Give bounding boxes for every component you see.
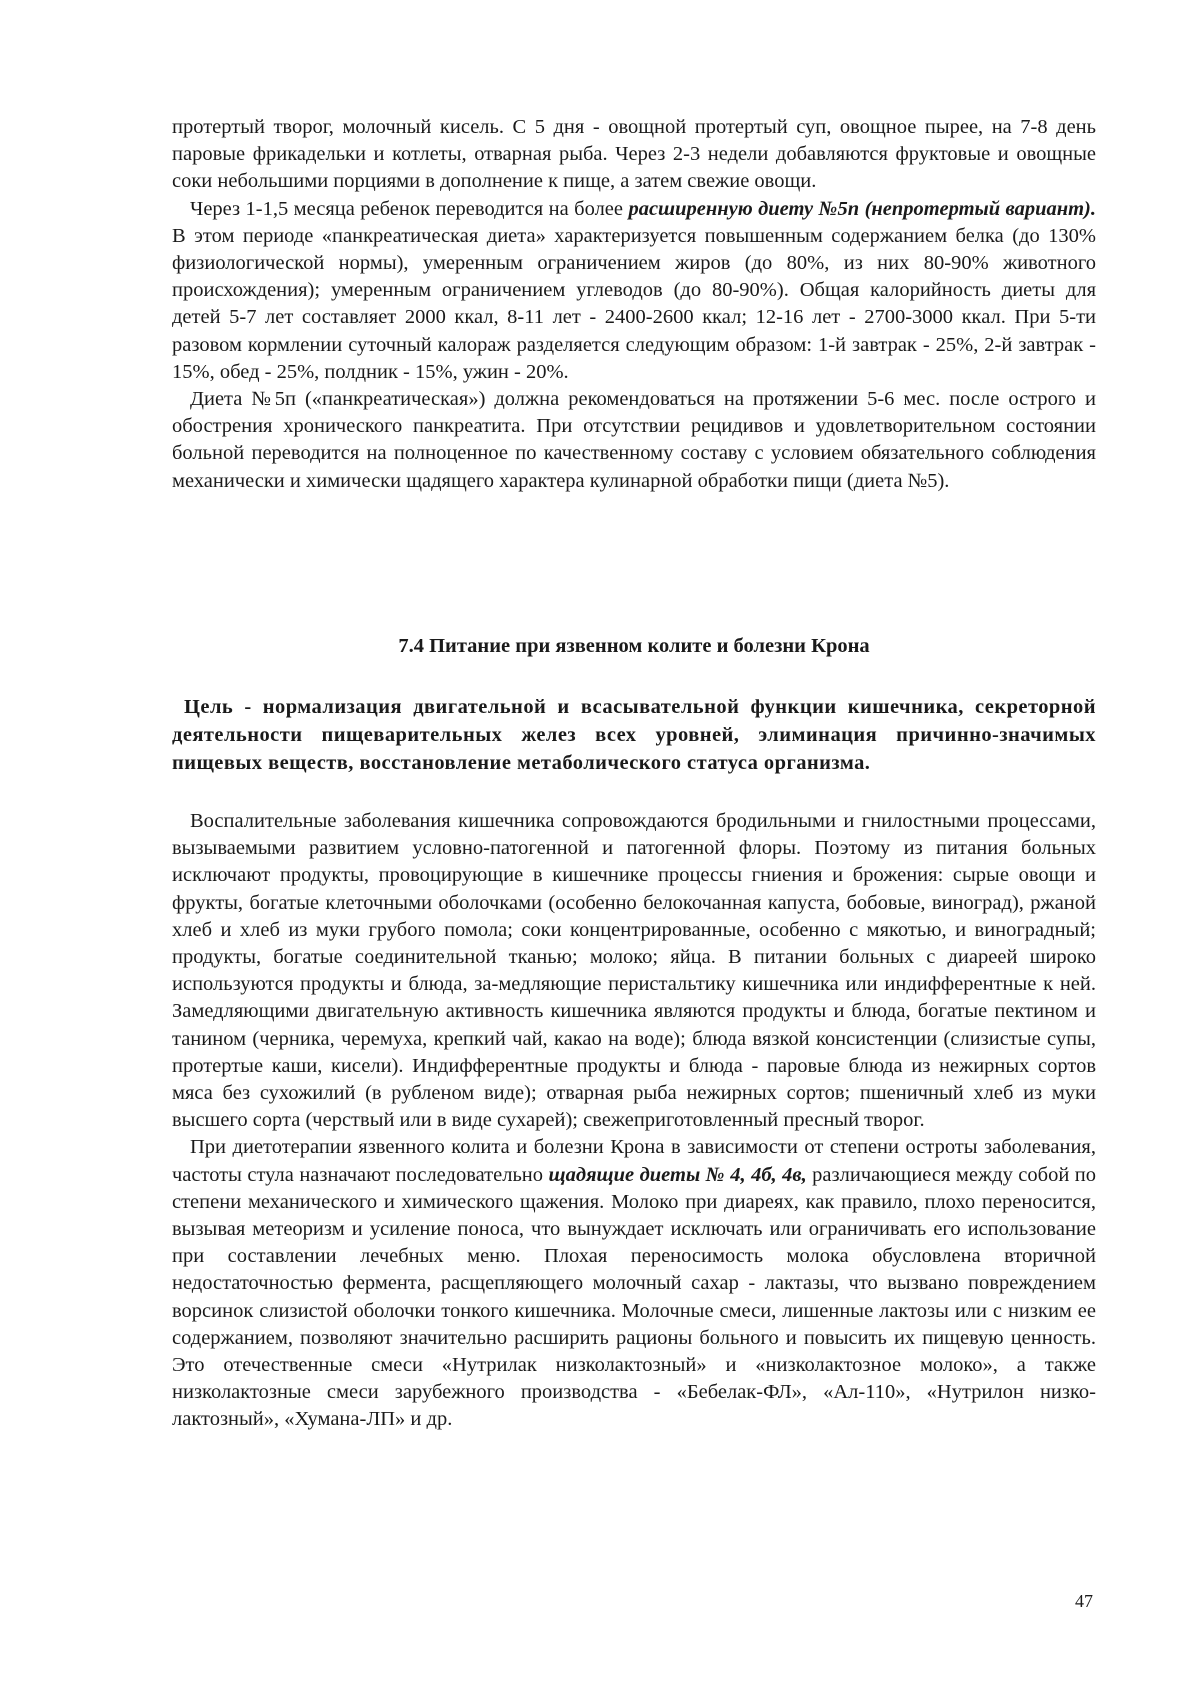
- section-goal: Цель - нормализация двигательной и всасывательной функции кишечника, секреторной деятельности пищеварительных желез всех уровней, элиминация причинно-значимых пищевых веществ, восстановление метаболического статуса организма.: [172, 696, 1096, 774]
- paragraph-text: Через 1-1,5 месяца ребенок переводится на более: [190, 197, 629, 220]
- emphasis-diets-4: щадящие диеты № 4, 4б, 4в,: [548, 1163, 807, 1186]
- paragraph-text: В этом периоде «панкреатическая диета» характеризуется повышенным содержанием белка (до 130% физиологической нормы), умеренным ограничением жиров (до 80%, из них 80-90% животного происхождения); умеренным ограничением углеводов (до 80-90%). Общая калорийность диеты для детей 5-7 лет составляет 2000 ккал, 8-11 лет - 2400-2600 ккал; 12-16 лет - 2700-3000 ккал. При 5-ти разовом кормлении суточный калораж разделяется следующим образом: 1-й завтрак - 25%, 2-й завтрак - 15%, обед - 25%, полдник - 15%, ужин - 20%.: [172, 224, 1096, 383]
- text-block-top: [172, 114, 1096, 495]
- paragraph-text: различающиеся между собой по степени механического и химического щажения. Молоко при диареях, как правило, плохо переносится, вызывая метеоризм и усиление поноса, что вынуждает исключать или ограничивать его использование при составлении лечебных меню. Плохая переносимость молока обусловлена вторичной недостаточностью фермента, расщепляющего молочный сахар - лактазы, что вызвано повреждением ворсинок слизистой оболочки тонкого кишечника. Молочные смеси, лишенные лактозы или с низким ее содержанием, позволяют значительно расширить рационы больного и повысить их пищевую ценность. Это отечественные смеси «Нутрилак низколактозный» и «низколактозное молоко», а также низколактозные смеси зарубежного производства - «Бебелак-ФЛ», «Ал-110», «Нутрилон низко-лактозный», «Хумана-ЛП» и др.: [172, 1163, 1096, 1431]
- paragraph-diet-therapy: [172, 1134, 1096, 1433]
- page-number: 47: [1075, 1591, 1093, 1611]
- text-block-bottom: [172, 808, 1096, 1434]
- paragraph-continuation: протертый творог, молочный кисель. С 5 дня - овощной протертый суп, овощное пырее, на 7-8 день паровые фрикадельки и котлеты, отварная рыба. Через 2-3 недели добавляются фруктовые и овощные соки небольшими порциями в дополнение к пище, а затем свежие овощи.: [172, 116, 1096, 193]
- paragraph-diet-5p-duration: Диета №5п («панкреатическая») должна рекомендоваться на протяжении 5-6 мес. после острого и обострения хронического панкреатита. При отсутствии рецидивов и удовлетворительном состоянии больной переводится на полноценное по качественному составу с условием обязательного соблюдения механически и химически щадящего характера кулинарной обработки пищи (диета №5).: [172, 388, 1096, 492]
- paragraph-inflammatory-diseases: Воспалительные заболевания кишечника сопровождаются бродильными и гнилостными процессами, вызываемыми развитием условно-патогенной и патогенной флоры. Поэтому из питания больных исключают продукты, провоцирующие в кишечнике процессы гниения и брожения: сырые овощи и фрукты, богатые клеточными оболочками (особенно белокочанная капуста, бобовые, виноград), ржаной хлеб и хлеб из муки грубого помола; соки концентрированные, особенно с мякотью, и виноградный; продукты, богатые соединительной тканью; молоко; яйца. В питании больных с диареей широко используются продукты и блюда, за-медляющие перистальтику кишечника или индифферентные к ней. Замедляющими двигательную активность кишечника являются продукты и блюда, богатые пектином и танином (черника, черемуха, крепкий чай, какао на воде); блюда вязкой консистенции (слизистые супы, протертые каши, кисели). Индифферентные продукты и блюда - паровые блюда из нежирных сортов мяса без сухожилий (в рубленом виде); отварная рыба нежирных сортов; пшеничный хлеб из муки высшего сорта (черствый или в виде сухарей); свежеприготовленный пресный творог.: [172, 810, 1096, 1132]
- paragraph-text: При диетотерапии язвенного колита и болезни Крона в зависимости от степени остроты заболевания, частоты стула назначают последовательно: [172, 1136, 1096, 1186]
- paragraph-diet-5p: [172, 196, 1096, 386]
- emphasis-diet-5p: расширенную диету №5п (непротертый вариант).: [628, 197, 1097, 220]
- section-heading: 7.4 Питание при язвенном колите и болезни Крона: [398, 635, 870, 657]
